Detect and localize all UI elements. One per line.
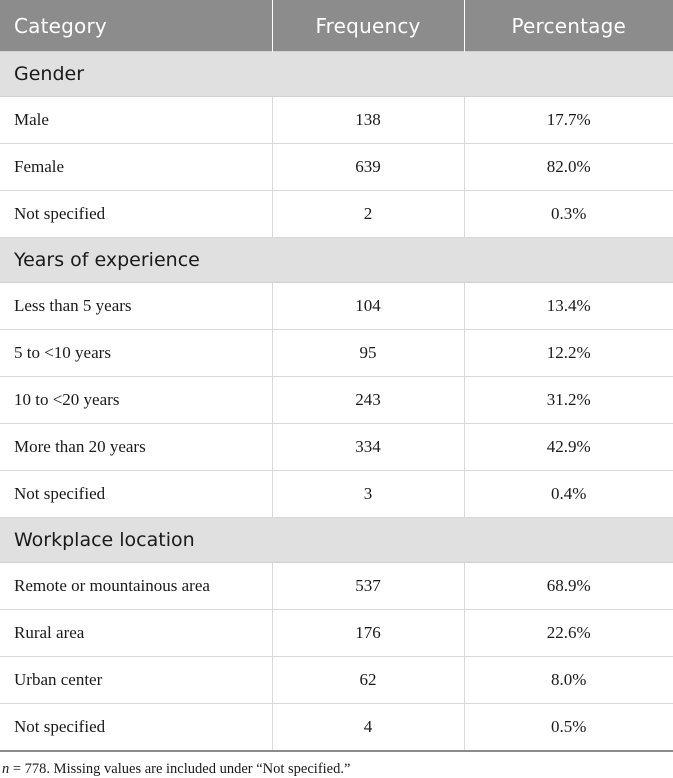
table-body — [0, 52, 673, 752]
row-label: Female — [0, 144, 272, 191]
row-percentage: 82.0% — [464, 144, 673, 191]
table-row — [0, 191, 673, 238]
table-row — [0, 424, 673, 471]
table-row — [0, 657, 673, 704]
row-frequency: 62 — [272, 657, 464, 704]
column-header-percentage: Percentage — [464, 0, 673, 52]
row-frequency: 104 — [272, 283, 464, 330]
row-label: Rural area — [0, 610, 272, 657]
section-label: Workplace location — [0, 518, 673, 563]
row-label: Not specified — [0, 704, 272, 752]
row-percentage: 0.4% — [464, 471, 673, 518]
header-row — [0, 0, 673, 52]
column-header-category: Category — [0, 0, 272, 52]
footnote-italic-n: n — [2, 761, 10, 777]
section-label: Gender — [0, 52, 673, 97]
table-row — [0, 471, 673, 518]
row-frequency: 4 — [272, 704, 464, 752]
row-label: Not specified — [0, 471, 272, 518]
row-label: Not specified — [0, 191, 272, 238]
footnote-text: = 778. Missing values are included under “Not specified.” — [9, 761, 351, 777]
row-frequency: 3 — [272, 471, 464, 518]
row-label: Urban center — [0, 657, 272, 704]
row-percentage: 13.4% — [464, 283, 673, 330]
row-frequency: 243 — [272, 377, 464, 424]
row-frequency: 639 — [272, 144, 464, 191]
row-percentage: 31.2% — [464, 377, 673, 424]
row-label: More than 20 years — [0, 424, 272, 471]
section-row — [0, 52, 673, 97]
row-label: 5 to <10 years — [0, 330, 272, 377]
column-header-frequency: Frequency — [272, 0, 464, 52]
row-frequency: 537 — [272, 563, 464, 610]
row-label: Male — [0, 97, 272, 144]
row-frequency: 334 — [272, 424, 464, 471]
table-row — [0, 563, 673, 610]
section-row — [0, 518, 673, 563]
table-row — [0, 704, 673, 752]
table-row — [0, 97, 673, 144]
row-percentage: 12.2% — [464, 330, 673, 377]
table-header — [0, 0, 673, 52]
row-label: Less than 5 years — [0, 283, 272, 330]
row-percentage: 8.0% — [464, 657, 673, 704]
row-percentage: 0.3% — [464, 191, 673, 238]
section-row — [0, 238, 673, 283]
row-percentage: 22.6% — [464, 610, 673, 657]
table-row — [0, 330, 673, 377]
row-frequency: 176 — [272, 610, 464, 657]
table-row — [0, 610, 673, 657]
row-label: 10 to <20 years — [0, 377, 272, 424]
section-label: Years of experience — [0, 238, 673, 283]
table-row — [0, 283, 673, 330]
row-frequency: 2 — [272, 191, 464, 238]
row-percentage: 0.5% — [464, 704, 673, 752]
table-footnote — [0, 752, 673, 778]
row-percentage: 68.9% — [464, 563, 673, 610]
table-row — [0, 144, 673, 191]
row-percentage: 17.7% — [464, 97, 673, 144]
row-percentage: 42.9% — [464, 424, 673, 471]
row-frequency: 95 — [272, 330, 464, 377]
row-label: Remote or mountainous area — [0, 563, 272, 610]
row-frequency: 138 — [272, 97, 464, 144]
table-row — [0, 377, 673, 424]
